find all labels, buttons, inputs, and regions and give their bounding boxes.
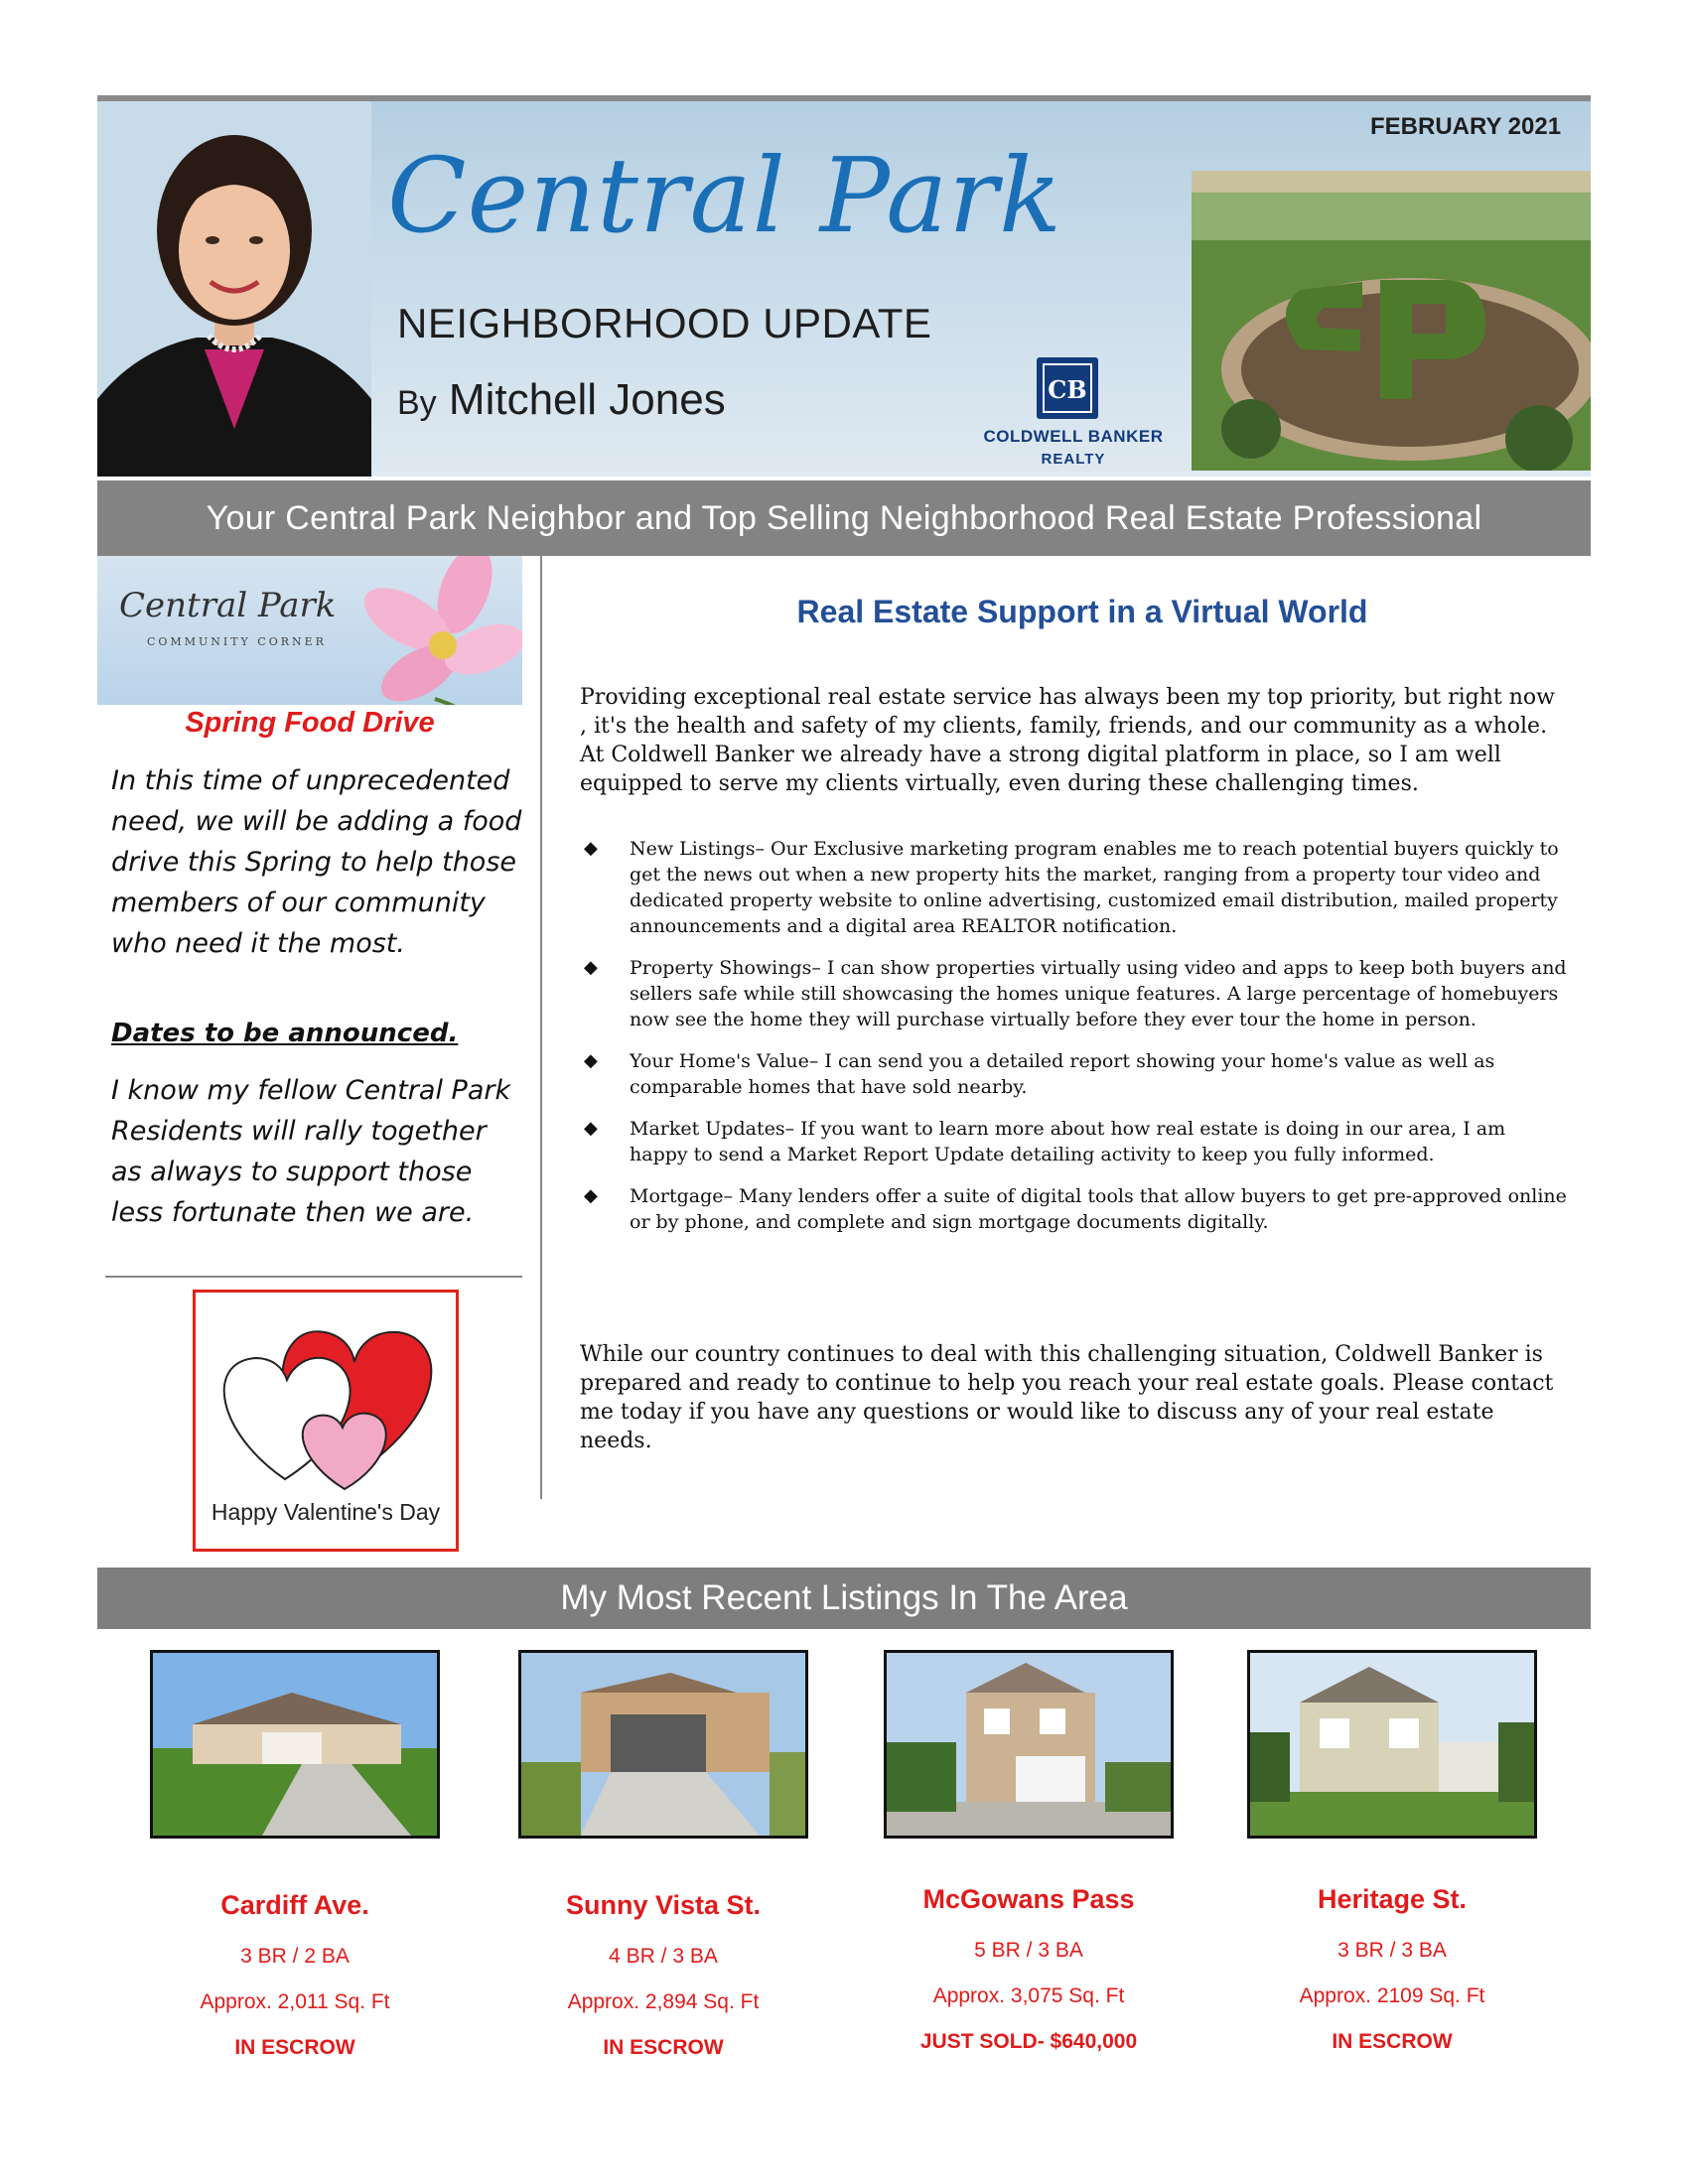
listing-status: JUST SOLD- $640,000 [919, 2030, 1138, 2053]
listing-card [494, 1650, 832, 2060]
by-prefix: By [397, 384, 437, 422]
listing-sqft: Approx. 2,894 Sq. Ft [567, 1990, 760, 2013]
listings-title: My Most Recent Listings In The Area [560, 1578, 1128, 1617]
listing-sqft: Approx. 2109 Sq. Ft [1299, 1984, 1485, 2007]
masthead [97, 101, 1591, 477]
issue-date: FEBRUARY 2021 [1370, 113, 1562, 140]
corner-title: Central Park [119, 586, 337, 625]
author-byline [397, 375, 726, 425]
listing-photo [518, 1650, 808, 1839]
diamond-bullet-icon: ◆ [584, 957, 598, 978]
listing-beds: 4 BR / 3 BA [609, 1945, 718, 1968]
brand-name: COLDWELL BANKER [983, 427, 1164, 446]
listing-card [1223, 1650, 1561, 2054]
house-photo-icon [153, 1653, 437, 1836]
listing-status: IN ESCROW [1332, 2030, 1453, 2053]
valentine-card [193, 1290, 459, 1552]
listing-card [860, 1650, 1197, 2054]
article-title: Real Estate Support in a Virtual World [796, 594, 1368, 629]
newsletter-subtitle: NEIGHBORHOOD UPDATE [397, 300, 932, 346]
diamond-bullet-icon: ◆ [584, 838, 598, 859]
corner-subtitle: COMMUNITY CORNER [147, 635, 327, 648]
list-item: ◆ Market Updates– If you want to learn more about how real estate is doing in our area, I am happy to send a Market Report Update detailing activity to keep you fully informed. [584, 1118, 1506, 1165]
listing-name: Sunny Vista St. [565, 1890, 762, 1920]
author-name: Mitchell Jones [448, 375, 726, 424]
tagline-text: Your Central Park Neighbor and Top Selling Neighborhood Real Estate Professional [206, 499, 1482, 537]
listing-beds: 3 BR / 2 BA [240, 1945, 350, 1968]
diamond-bullet-icon: ◆ [584, 1185, 598, 1206]
diamond-bullet-icon: ◆ [584, 1050, 598, 1071]
listing-beds: 5 BR / 3 BA [974, 1939, 1083, 1962]
article-intro: Providing exceptional real estate service has always been my top priority, but right now , it's the health and safety of my clients, family, friends, and our community as a whole. At Coldwell Banker we already have a strong digital platform in place, so I am well equipped to serve my clients virtually, even during these challenging times. [580, 685, 1555, 796]
listing-photo [1247, 1650, 1537, 1839]
listing-photo [150, 1650, 440, 1839]
list-item: ◆ Mortgage– Many lenders offer a suite of digital tools that allow buyers to get pre-approved online or by phone, and complete and sign mortgage documents digitally. [584, 1185, 1567, 1233]
column-divider [540, 556, 542, 1499]
valentine-caption: Happy Valentine's Day [211, 1499, 441, 1525]
listing-name: McGowans Pass [922, 1884, 1135, 1914]
sidebar-divider [105, 1276, 522, 1278]
listing-name: Heritage St. [1317, 1884, 1468, 1914]
cb-logo-mark [1037, 357, 1098, 419]
cb-monogram-text: CB [1048, 375, 1087, 404]
dates-note: Dates to be announced. [111, 1019, 459, 1048]
cb-monogram-icon [1037, 357, 1098, 419]
community-corner-banner [97, 556, 522, 705]
listings-band [97, 1568, 1591, 1629]
house-photo-icon [521, 1653, 805, 1836]
house-photo-icon [1250, 1653, 1534, 1836]
services-list [584, 836, 1567, 1251]
list-item: ◆ Property Showings– I can show properties virtually using video and apps to keep both buyers and sellers safe while still showcasing the homes unique features. A large percentage of homebuyers now see the home they will purchase virtually before they ever tour the home in person. [584, 957, 1567, 1030]
coldwell-banker-logo [979, 357, 1168, 477]
brand-subname: REALTY [1041, 451, 1106, 468]
article-outro: While our country continues to deal with this challenging situation, Coldwell Banker is prepared and ready to continue to help you reach your real estate goals. Please contact me today if you have any questions or would like to discuss any of your real estate needs. [580, 1342, 1554, 1453]
listing-photo [884, 1650, 1174, 1839]
listing-card [126, 1650, 464, 2060]
listing-name: Cardiff Ave. [220, 1890, 369, 1920]
food-drive-intro: In this time of unprecedented need, we will be adding a food drive this Spring to help those members of our community who need it the most. [111, 765, 522, 959]
listing-beds: 3 BR / 3 BA [1337, 1939, 1447, 1962]
list-item: ◆ Your Home's Value– I can send you a detailed report showing your home's value as well as comparable homes that have sold nearby. [584, 1050, 1495, 1098]
house-photo-icon [887, 1653, 1171, 1836]
newsletter-title: Central Park [387, 135, 1062, 256]
listing-status: IN ESCROW [234, 2036, 355, 2059]
cp-hedge-photo [1192, 171, 1591, 471]
food-drive-outro: I know my fellow Central Park Residents will rally together as always to support those less fortunate then we are. [111, 1075, 511, 1228]
food-drive-title: Spring Food Drive [185, 707, 435, 739]
agent-portrait [97, 101, 371, 477]
listing-sqft: Approx. 3,075 Sq. Ft [932, 1984, 1125, 2007]
diamond-bullet-icon: ◆ [584, 1118, 598, 1139]
list-item: ◆ New Listings– Our Exclusive marketing program enables me to reach potential buyers quickly to get the news out when a new property hits the market, ranging from a property tour video and dedicated property website to online advertising, customized email distribution, mailed property announcements and a digital area REALTOR notification. [584, 838, 1559, 937]
pink-flower-icon [316, 556, 522, 705]
listing-sqft: Approx. 2,011 Sq. Ft [200, 1990, 390, 2013]
tagline-band [97, 480, 1591, 556]
listing-status: IN ESCROW [603, 2036, 724, 2059]
